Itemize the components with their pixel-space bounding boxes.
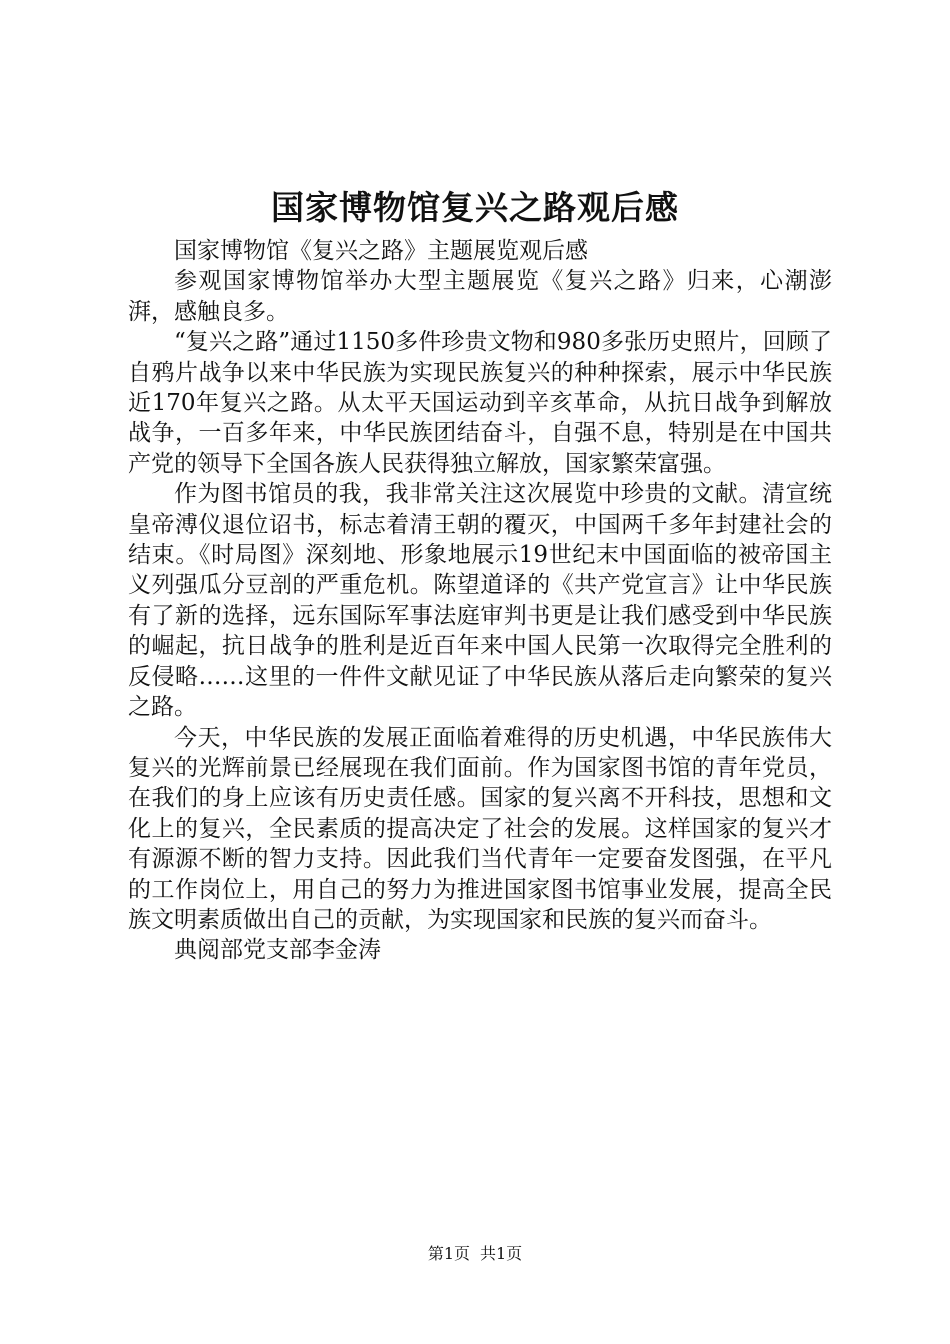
documents-paragraph: 作为图书馆员的我，我非常关注这次展览中珍贵的文献。清宣统皇帝溥仪退位诏书，标志着清王朝的覆灭，中国两千多年封建社会的结束。《时局图》深刻地、形象地展示19世纪末中国面临的被帝国主义列强瓜分豆剖的严重危机。陈望道译的《共产党宣言》让中华民族有了新的选择，远东国际军事法庭审判书更是让我们感受到中华民族的崛起，抗日战争的胜利是近百年来中国人民第一次取得完全胜利的反侵略……这里的一件件文献见证了中华民族从落后走向繁荣的复兴之路。 bbox=[128, 481, 832, 721]
page-total: 共1页 bbox=[480, 1244, 523, 1263]
subtitle-paragraph: 国家博物馆《复兴之路》主题展览观后感 bbox=[174, 238, 588, 264]
document-body bbox=[128, 236, 832, 966]
page-number: 第1页 bbox=[427, 1244, 470, 1263]
today-paragraph: 今天，中华民族的发展正面临着难得的历史机遇，中华民族伟大复兴的光辉前景已经展现在我们面前。作为国家图书馆的青年党员，在我们的身上应该有历史责任感。国家的复兴离不开科技，思想和文化上的复兴，全民素质的提高决定了社会的发展。这样国家的复兴才有源源不断的智力支持。因此我们当代青年一定要奋发图强，在平凡的工作岗位上，用自己的努力为推进国家图书馆事业发展，提高全民族文明素质做出自己的贡献，为实现国家和民族的复兴而奋斗。 bbox=[128, 724, 832, 933]
document-title: 国家博物馆复兴之路观后感 bbox=[271, 188, 679, 227]
history-paragraph: “复兴之路”通过1150多件珍贵文物和980多张历史照片，回顾了自鸦片战争以来中华民族为实现民族复兴的种种探索，展示中华民族近170年复兴之路。从太平天国运动到辛亥革命，从抗日战争到解放战争，一百多年来，中华民族团结奋斗，自强不息，特别是在中国共产党的领导下全国各族人民获得独立解放，国家繁荣富强。 bbox=[128, 329, 832, 477]
signature: 典阅部党支部李金涛 bbox=[174, 937, 381, 964]
intro-paragraph: 参观国家博物馆举办大型主题展览《复兴之路》归来，心潮澎湃，感触良多。 bbox=[128, 268, 832, 325]
page-footer bbox=[0, 1242, 950, 1266]
